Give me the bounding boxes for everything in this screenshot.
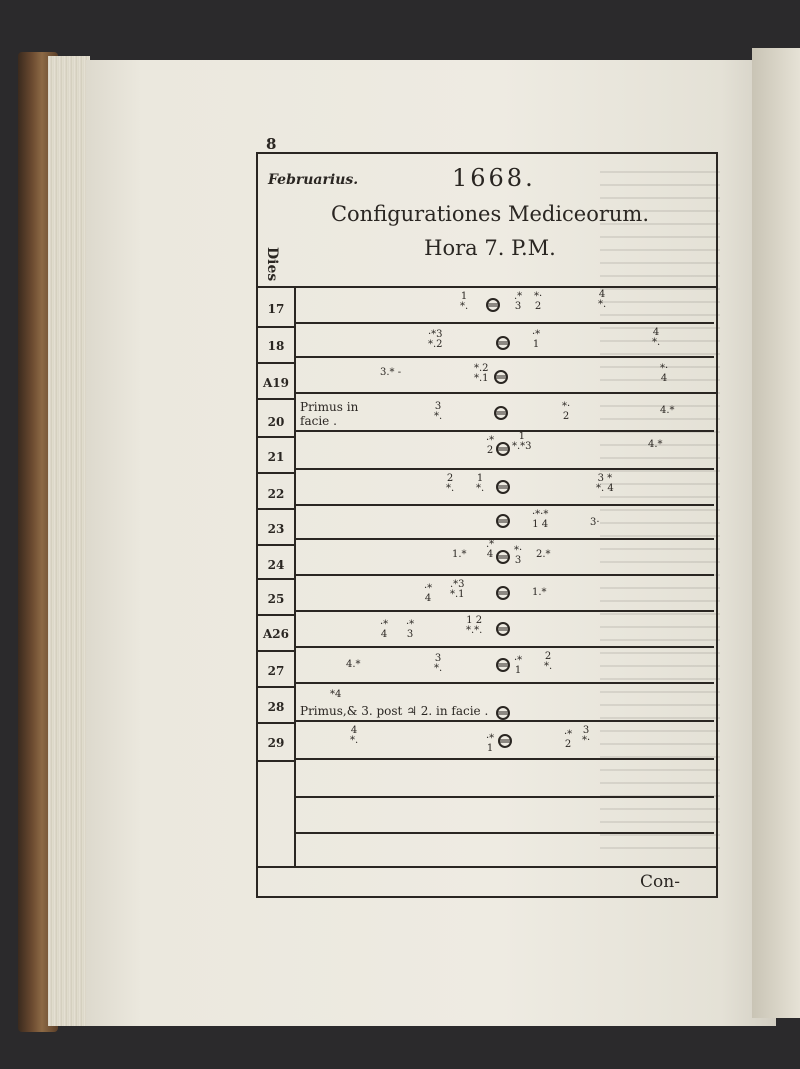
moon-mark: *· 2: [562, 401, 571, 422]
row-rule: [296, 468, 714, 470]
day-cell-divider: [258, 508, 294, 510]
row-rule: [296, 796, 714, 798]
moon-mark: 4.*: [346, 659, 361, 670]
moon-mark: 4 *.: [598, 289, 607, 310]
moon-mark: 3 * *. 4: [596, 473, 614, 494]
day-label: 27: [267, 664, 285, 678]
moon-mark: 2 *.: [446, 473, 455, 494]
moon-mark: 3 *·: [582, 725, 591, 746]
row-rule: [296, 610, 714, 612]
row-note: Primus,& 3. post ♃ 2. in facie .: [300, 704, 489, 718]
day-cell-divider: [258, 722, 294, 724]
moon-mark: ·* 1: [532, 329, 541, 350]
day-label: 24: [267, 558, 285, 572]
day-cell-divider: [258, 398, 294, 400]
moon-mark: 2 *.: [544, 651, 553, 672]
day-label: A19: [262, 376, 289, 390]
moon-mark: *.2 *.1: [474, 363, 489, 384]
row-rule: [296, 356, 714, 358]
dies-label: Dies: [264, 247, 280, 282]
row-rule: [296, 574, 714, 576]
catchword: Con-: [640, 872, 680, 892]
jupiter-icon: [496, 514, 510, 528]
jupiter-icon: [496, 706, 510, 720]
day-cell-divider: [258, 578, 294, 580]
day-label: 21: [267, 450, 285, 464]
configuration-table: [256, 152, 718, 898]
moon-mark: 2.*: [536, 549, 551, 560]
moon-mark: 1 *.*3: [512, 431, 532, 452]
moon-mark: 3 *.: [434, 653, 443, 674]
moon-mark: ·*3 *.2: [428, 329, 443, 350]
moon-mark: *· 4: [660, 363, 669, 384]
day-cell-divider: [258, 650, 294, 652]
moon-mark: .*3 *.1: [450, 579, 465, 600]
page-number: 8: [266, 135, 277, 153]
row-note: Primus in facie .: [300, 400, 359, 428]
day-label: 29: [267, 736, 285, 750]
row-rule: [296, 538, 714, 540]
moon-mark: .* 3: [514, 291, 523, 312]
jupiter-icon: [496, 622, 510, 636]
moon-mark: 3·: [590, 517, 600, 528]
moon-mark: ·* 1: [514, 655, 523, 676]
moon-mark: 1 *.: [476, 473, 485, 494]
moon-mark: .* 4: [486, 539, 495, 560]
day-cell-divider: [258, 544, 294, 546]
jupiter-icon: [494, 370, 508, 384]
page-heading: Configurationes Mediceorum.: [330, 202, 650, 226]
jupiter-icon: [498, 734, 512, 748]
facing-page-edge: [752, 48, 800, 1018]
moon-mark: 4 *.: [350, 725, 359, 746]
day-label: 28: [267, 700, 285, 714]
jupiter-icon: [496, 480, 510, 494]
day-label: 17: [267, 302, 285, 316]
moon-mark: 3.* -: [380, 367, 402, 378]
month-label: Februarius.: [268, 172, 359, 188]
day-cell-divider: [258, 614, 294, 616]
day-label: 25: [267, 592, 285, 606]
header-rule: [256, 286, 718, 288]
day-cell-divider: [258, 686, 294, 688]
year-title: 1668.: [452, 164, 536, 192]
moon-mark: *· 2: [534, 291, 543, 312]
moon-mark: ·* 4: [380, 619, 389, 640]
row-rule: [296, 646, 714, 648]
day-cell-divider: [258, 472, 294, 474]
jupiter-icon: [496, 586, 510, 600]
moon-mark: ·* 2: [486, 435, 495, 456]
day-cell-divider: [258, 436, 294, 438]
moon-mark: ·*·* 1 4: [532, 509, 549, 530]
day-label: 20: [267, 415, 285, 429]
day-cell-divider: [258, 362, 294, 364]
day-label: 23: [267, 522, 285, 536]
moon-mark: *4: [330, 689, 342, 700]
moon-mark: 4.*: [660, 405, 675, 416]
jupiter-icon: [496, 658, 510, 672]
moon-mark: 3 *.: [434, 401, 443, 422]
jupiter-icon: [496, 442, 510, 456]
moon-mark: 1 2 *.*.: [466, 615, 483, 636]
day-cell-divider: [258, 326, 294, 328]
row-rule: [296, 322, 714, 324]
day-label: A26: [262, 627, 289, 641]
row-rule: [296, 682, 714, 684]
jupiter-icon: [494, 406, 508, 420]
moon-mark: ·* 3: [406, 619, 415, 640]
jupiter-icon: [496, 550, 510, 564]
moon-mark: ·* 4: [424, 583, 433, 604]
day-label: 18: [267, 339, 285, 353]
row-rule: [296, 430, 714, 432]
row-rule: [296, 832, 714, 834]
moon-mark: ·* 1: [486, 733, 495, 754]
page-edges: [48, 56, 90, 1026]
moon-mark: *· 3: [514, 545, 523, 566]
row-rule: [296, 758, 714, 760]
moon-mark: 1.*: [452, 549, 467, 560]
hour-heading: Hora 7. P.M.: [424, 236, 556, 260]
day-cell-divider: [258, 760, 294, 762]
dies-column: [256, 286, 296, 866]
jupiter-icon: [486, 298, 500, 312]
moon-mark: 4 *.: [652, 327, 661, 348]
bottom-rule: [256, 866, 718, 868]
moon-mark: 4.*: [648, 439, 663, 450]
moon-mark: 1 *.: [460, 291, 469, 312]
jupiter-icon: [496, 336, 510, 350]
row-rule: [296, 504, 714, 506]
moon-mark: ·* 2: [564, 729, 573, 750]
row-rule: [296, 720, 714, 722]
day-label: 22: [267, 487, 285, 501]
row-rule: [296, 392, 716, 394]
moon-mark: 1.*: [532, 587, 547, 598]
